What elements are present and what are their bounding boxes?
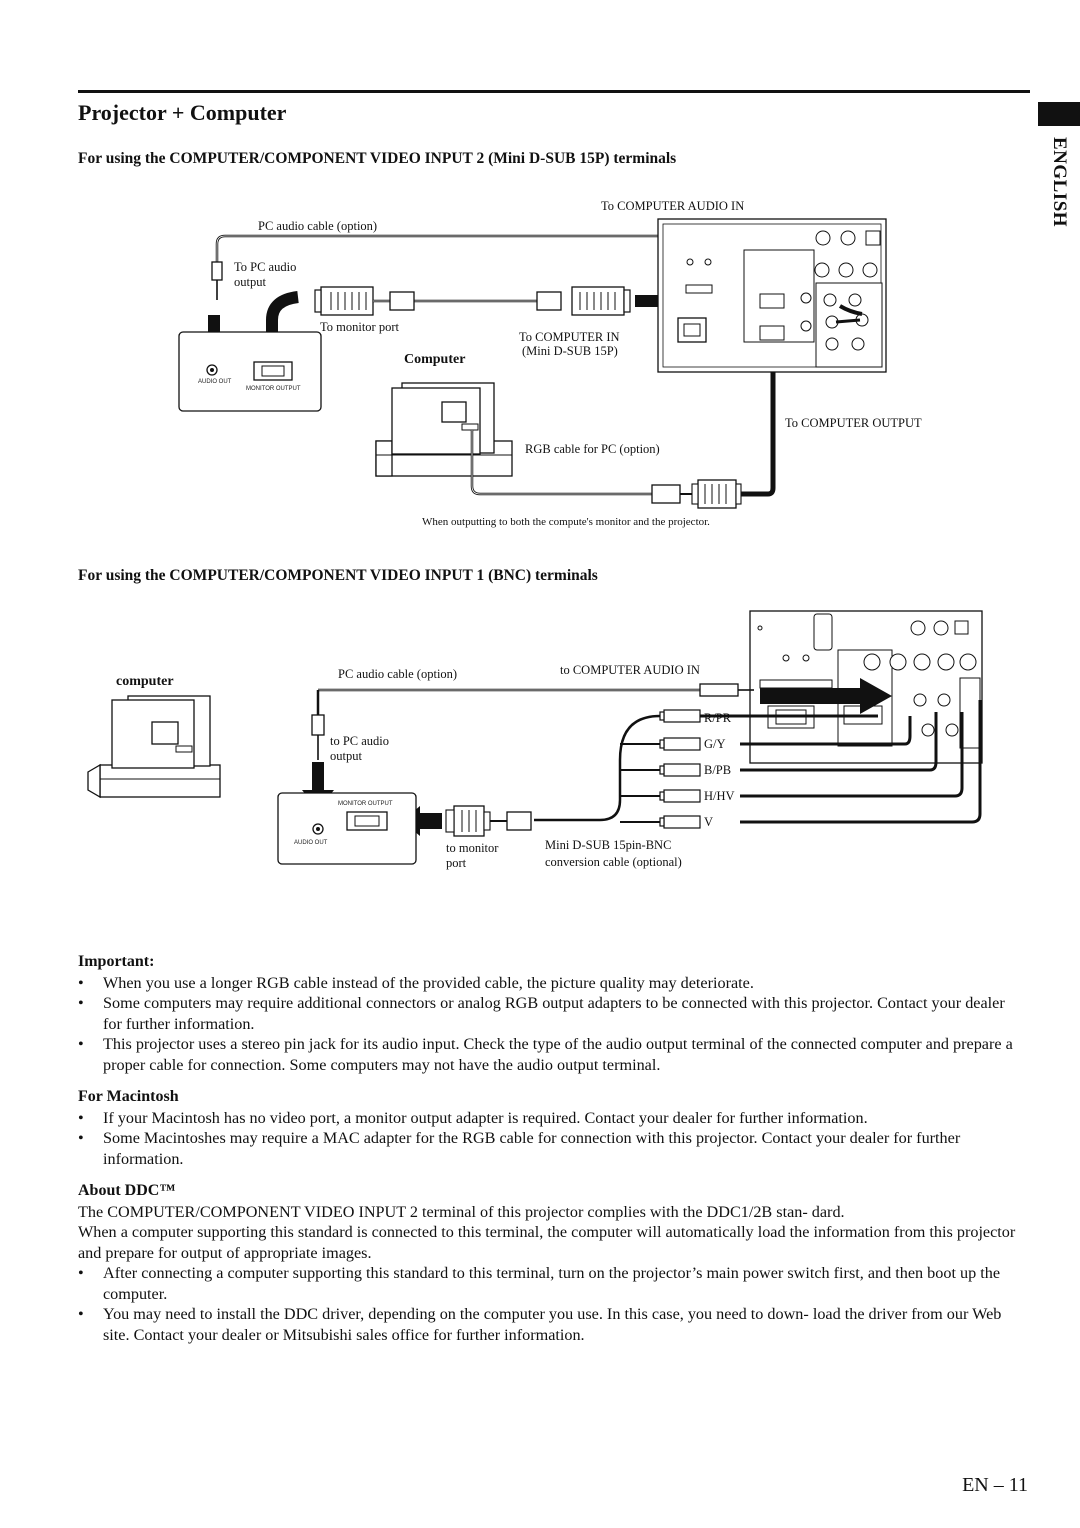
label-mini-dsub: (Mini D-SUB 15P)	[522, 344, 618, 358]
label-audio-out: AUDIO OUT	[198, 379, 232, 385]
section2-heading: For using the COMPUTER/COMPONENT VIDEO INPUT 1 (BNC) terminals	[78, 567, 598, 584]
page-number: EN – 11	[962, 1474, 1028, 1496]
label-to-computer-in: To COMPUTER IN	[519, 330, 620, 344]
ddc-paragraph: When a computer supporting this standard is connected to this terminal, the computer will automatically load the information from this projector and prepare for output of appropriate images.	[78, 1223, 1016, 1262]
label-output: output	[234, 275, 266, 289]
label-computer-audio-in-lower: to COMPUTER AUDIO IN	[560, 663, 700, 677]
label-to-pc-audio: To PC audio	[234, 260, 297, 274]
label-bnc-hhv: H/HV	[704, 789, 735, 803]
ddc-paragraph: The COMPUTER/COMPONENT VIDEO INPUT 2 terminal of this projector complies with the DDC1/2B stan- dard.	[78, 1202, 845, 1221]
label-rgb-cable: RGB cable for PC (option)	[525, 442, 660, 456]
label-bnc-bpb: B/PB	[704, 763, 732, 777]
label-bnc-rpr: R/PR	[704, 711, 732, 725]
label-pc-audio-cable: PC audio cable (option)	[258, 219, 378, 233]
page-title: Projector + Computer	[78, 100, 287, 125]
section1-heading: For using the COMPUTER/COMPONENT VIDEO INPUT 2 (Mini D-SUB 15P) terminals	[78, 150, 677, 167]
diagram1-caption: When outputting to both the compute's monitor and the projector.	[422, 516, 710, 528]
important-heading: Important:	[78, 953, 155, 970]
language-tab: ENGLISH	[1049, 136, 1070, 228]
label-to-monitor-port: To monitor port	[320, 320, 399, 334]
label-bnc-gy: G/Y	[704, 737, 726, 751]
label-conversion-cable-2: conversion cable (optional)	[545, 855, 682, 869]
label-computer: Computer	[404, 352, 466, 367]
list-item: • Some Macintoshes may require a MAC adapter for the RGB cable for connection with this projector. Contact your dealer for further information.	[78, 1128, 1022, 1169]
label-to-computer-output: To COMPUTER OUTPUT	[785, 416, 922, 430]
label-computer-lower: computer	[116, 674, 174, 689]
list-item: • After connecting a computer supporting this standard to this terminal, turn on the projector’s main power switch first, and then boot up the computer.	[78, 1263, 1022, 1304]
label-port: port	[446, 856, 467, 870]
macintosh-heading: For Macintosh	[78, 1088, 179, 1105]
notes-section	[78, 952, 1022, 1345]
label-audio-out-lower: AUDIO OUT	[294, 840, 328, 846]
macintosh-list	[78, 1108, 1022, 1170]
label-to-pc-audio-lower: to PC audio	[330, 734, 390, 748]
label-pc-audio-cable-lower: PC audio cable (option)	[338, 667, 458, 681]
list-item: • Some computers may require additional connectors or analog RGB output adapters to be connected with this projector. Contact your dealer for further information.	[78, 993, 1022, 1034]
label-monitor-output-lower: MONITOR OUTPUT	[338, 801, 393, 807]
important-list	[78, 973, 1022, 1076]
ddc-list	[78, 1263, 1022, 1345]
label-to-computer-audio-in: To COMPUTER AUDIO IN	[601, 199, 745, 213]
list-item: • You may need to install the DDC driver, depending on the computer you use. In this case, you need to down- load the driver from our Web site. Contact your dealer or Mitsubishi sales office for further information.	[78, 1304, 1022, 1345]
label-to-monitor: to monitor	[446, 841, 499, 855]
label-conversion-cable-1: Mini D-SUB 15pin-BNC	[545, 838, 672, 852]
list-item: • When you use a longer RGB cable instead of the provided cable, the picture quality may deteriorate.	[78, 973, 1022, 994]
label-monitor-output: MONITOR OUTPUT	[246, 386, 301, 392]
ddc-heading: About DDC™	[78, 1182, 176, 1199]
list-item: • If your Macintosh has no video port, a monitor output adapter is required. Contact your dealer for further information.	[78, 1108, 1022, 1129]
list-item: • This projector uses a stereo pin jack for its audio input. Check the type of the audio output terminal of the connected computer and prepare a proper cable for connection. Some computers may not have the audio output terminal.	[78, 1034, 1022, 1075]
label-output-lower: output	[330, 749, 362, 763]
label-bnc-v: V	[704, 815, 714, 829]
